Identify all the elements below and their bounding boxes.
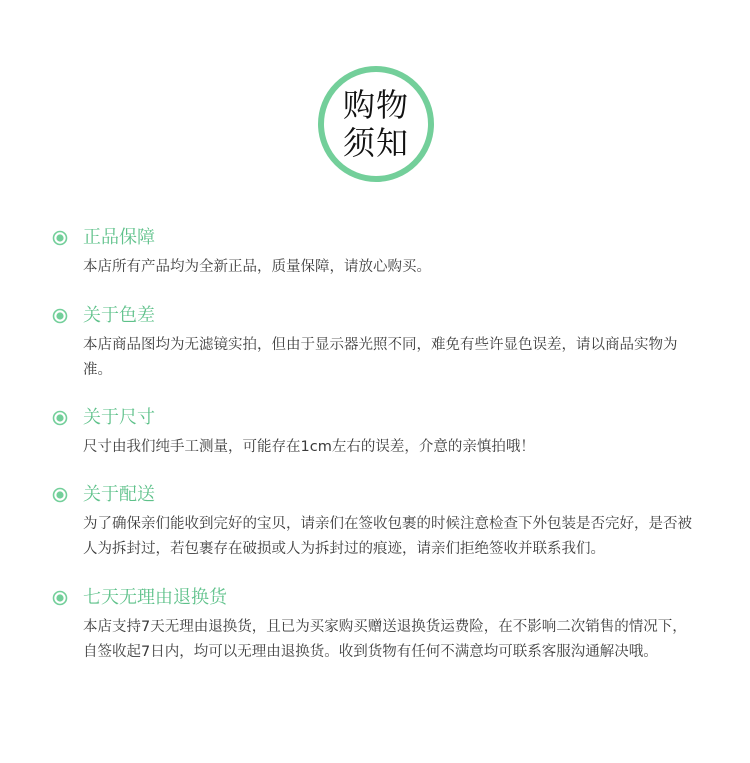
section-body: 尺寸由我们纯手工测量，可能存在1cm左右的误差，介意的亲慎拍哦！ — [83, 439, 535, 455]
section-body: 本店商品图均为无滤镜实拍，但由于显示器光照不同，难免有些许显色误差，请以商品实物为准。 — [83, 337, 678, 378]
section-header — [52, 303, 712, 331]
section-header — [52, 585, 712, 613]
section-body: 为了确保亲们能收到完好的宝贝，请亲们在签收包裹的时候注意检查下外包装是否完好，是否被人为拆封过，若包裹存在破损或人为拆封过的痕迹，请亲们拒绝签收并联系我们。 — [83, 516, 692, 557]
section-color-difference — [52, 303, 712, 383]
radio-bullet-icon — [52, 410, 68, 426]
section-header — [52, 482, 712, 510]
section-title: 正品保障 — [83, 227, 155, 248]
section-title: 关于尺寸 — [83, 407, 155, 428]
badge-line-2: 须知 — [342, 124, 409, 162]
radio-bullet-icon — [52, 590, 68, 606]
section-title: 关于配送 — [83, 484, 155, 505]
section-authentic-guarantee — [52, 225, 712, 280]
section-header — [52, 405, 712, 433]
section-delivery — [52, 482, 712, 562]
radio-bullet-icon — [52, 487, 68, 503]
section-title: 七天无理由退换货 — [83, 587, 227, 608]
section-header — [52, 225, 712, 253]
radio-bullet-icon — [52, 230, 68, 246]
section-body: 本店支持7天无理由退换货，且已为买家购买赠送退换货运费险，在不影响二次销售的情况下，自签收起7日内，均可以无理由退换货。收到货物有任何不满意均可联系客服沟通解决哦。 — [83, 619, 687, 660]
badge-line-1: 购物 — [342, 86, 409, 124]
section-seven-day-return — [52, 585, 712, 665]
section-title: 关于色差 — [83, 305, 155, 326]
radio-bullet-icon — [52, 308, 68, 324]
section-body: 本店所有产品均为全新正品，质量保障，请放心购买。 — [83, 259, 431, 275]
section-sizing — [52, 405, 712, 460]
